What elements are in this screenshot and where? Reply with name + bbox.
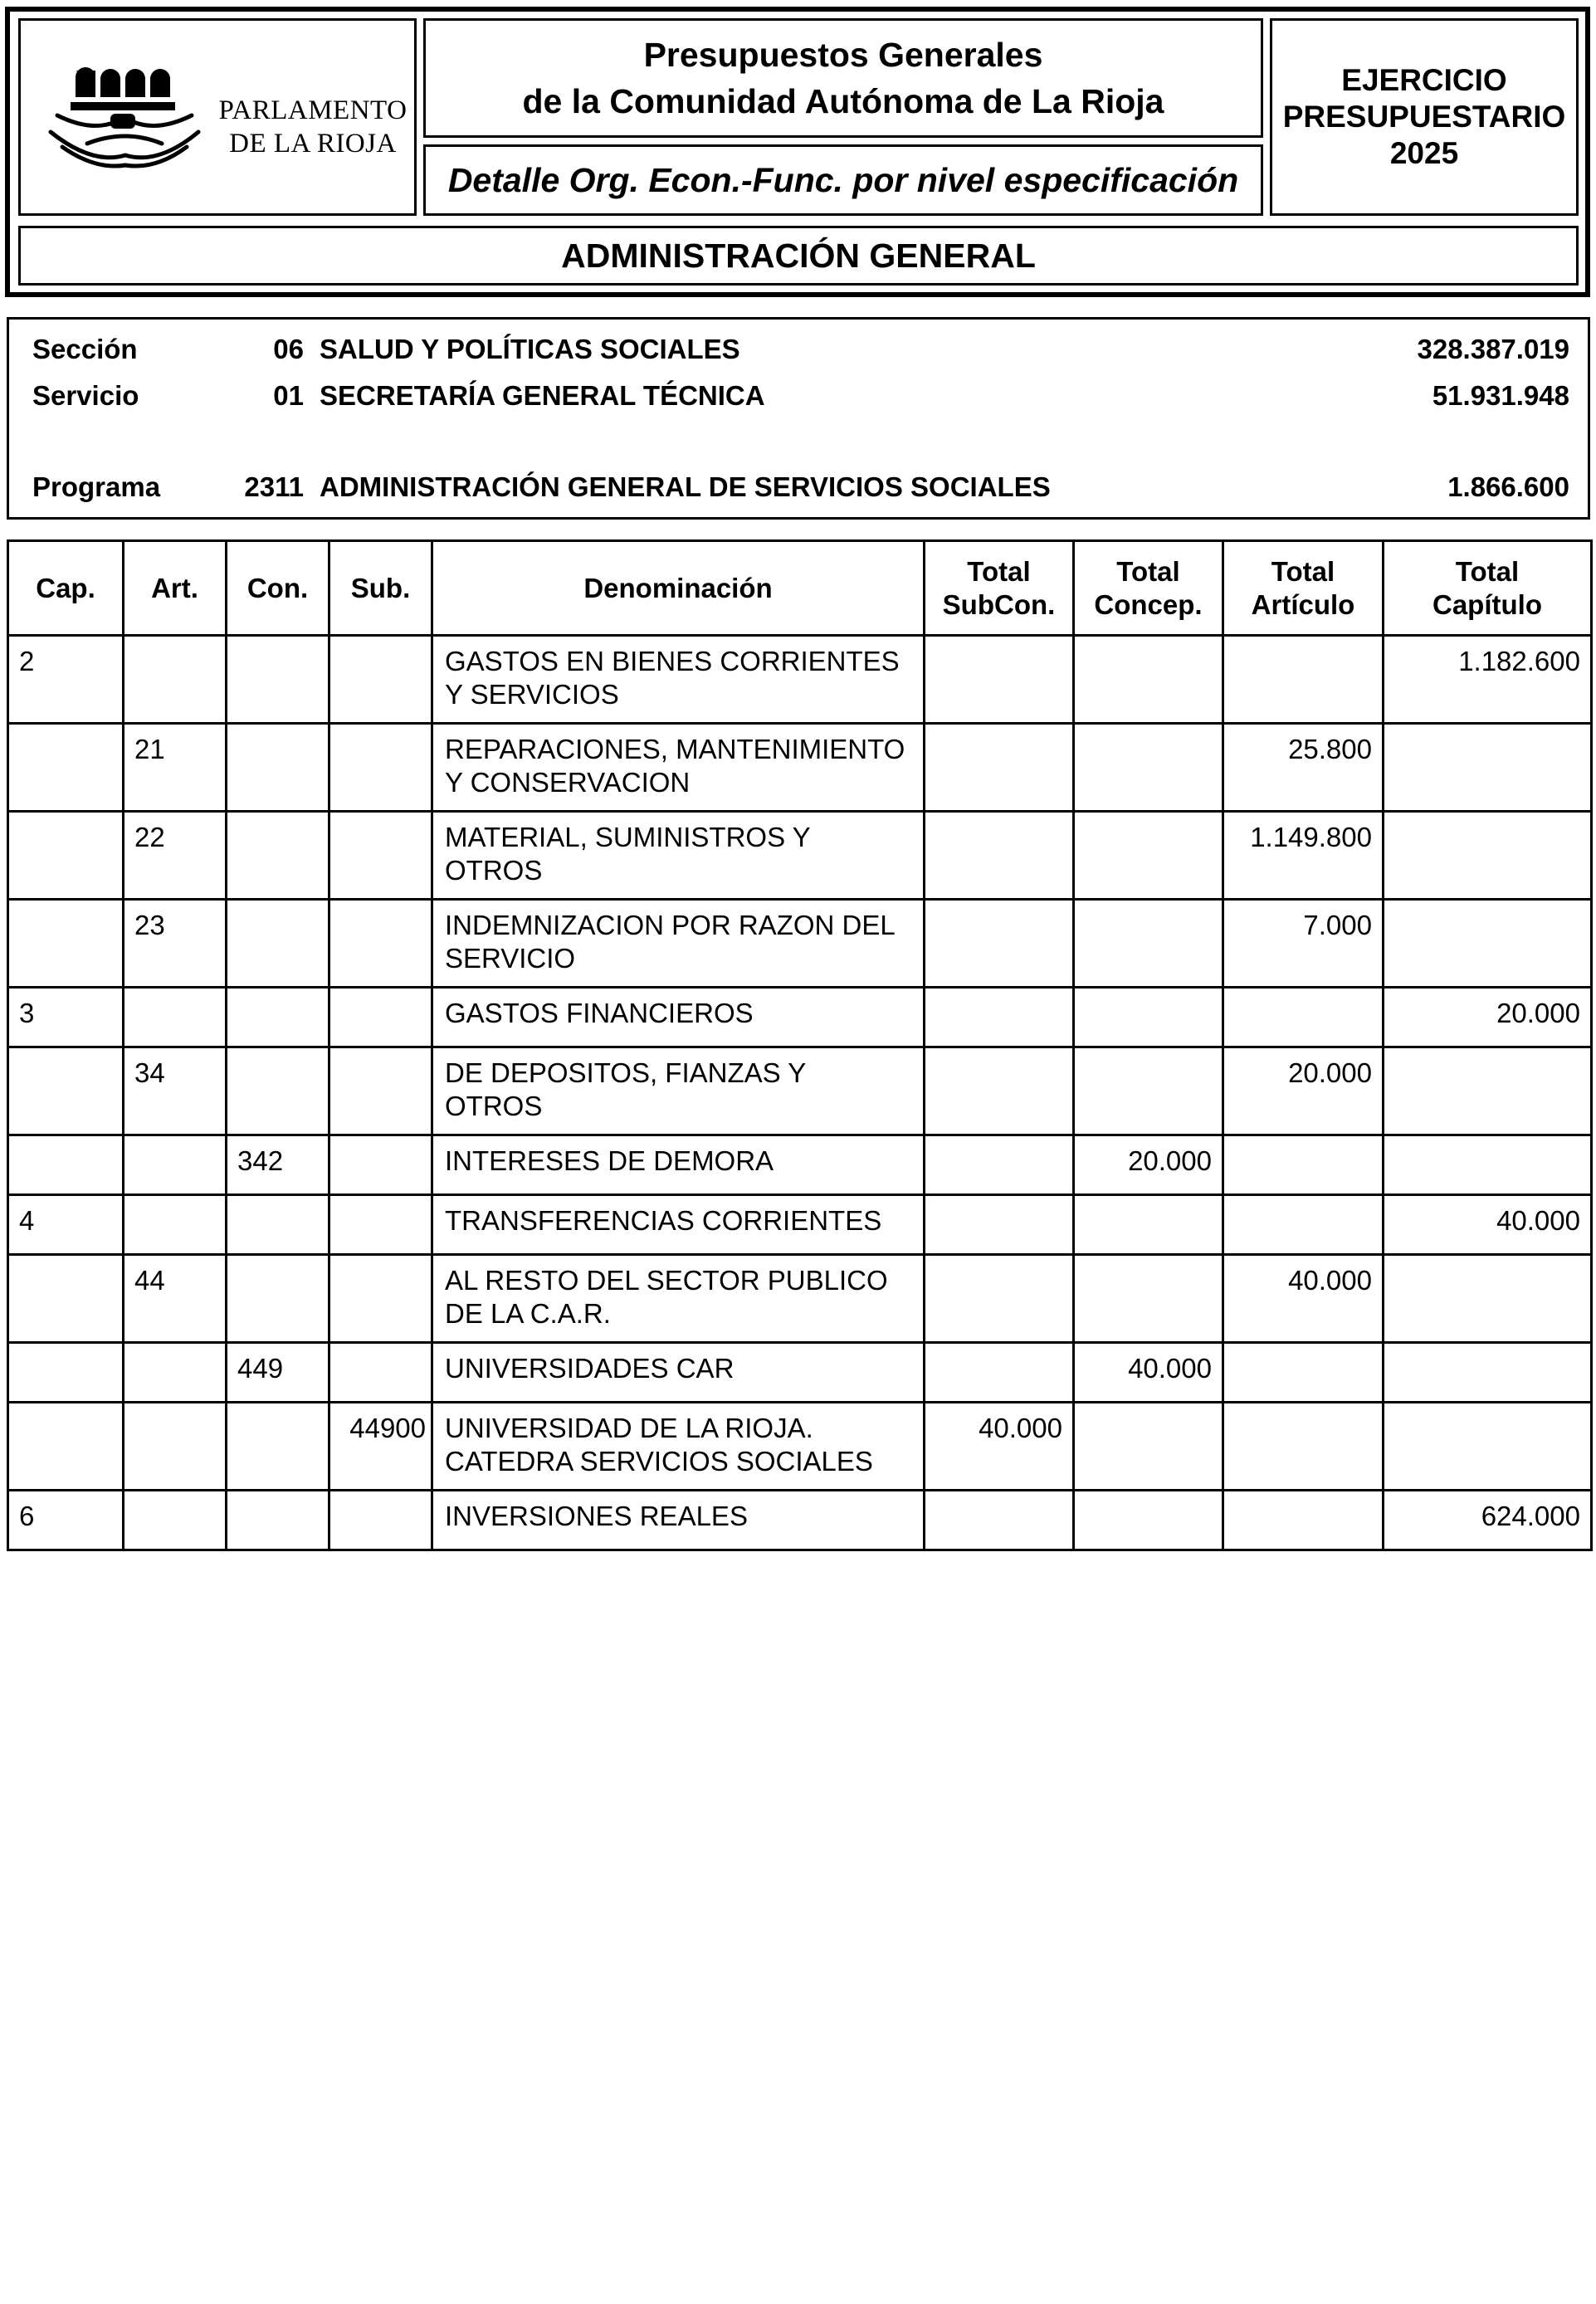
header-art: Art. [124, 541, 227, 636]
cell-con [227, 1195, 329, 1255]
subtitle-text: Detalle Org. Econ.-Func. por nivel especificación [447, 160, 1239, 199]
document-title [423, 18, 1263, 138]
cell-total-subcon [925, 812, 1074, 900]
denominacion-line2: Y CONSERVACION [445, 767, 691, 798]
header-total-concep-line1: Total [1116, 555, 1180, 587]
section-label: Sección [32, 334, 138, 364]
cell-sub [329, 724, 432, 812]
denominacion-line1: MATERIAL, SUMINISTROS Y [445, 822, 811, 852]
cell-art [124, 1135, 227, 1195]
cell-total-articulo [1223, 988, 1384, 1047]
denominacion-line1: INDEMNIZACION POR RAZON DEL [445, 910, 896, 940]
cell-con [227, 1403, 329, 1491]
cell-sub [329, 1491, 432, 1550]
cell-denominacion [432, 988, 925, 1047]
cell-cap [8, 1343, 124, 1403]
cell-cap [8, 1403, 124, 1491]
cell-cap [8, 812, 124, 900]
cell-denominacion [432, 1403, 925, 1491]
cell-total-articulo: 7.000 [1223, 900, 1384, 988]
header-total-articulo-line2: Artículo [1251, 588, 1355, 620]
cell-cap: 4 [8, 1195, 124, 1255]
denominacion-line2: Y SERVICIOS [445, 679, 619, 710]
table-row [8, 1047, 1592, 1135]
cell-total-articulo: 25.800 [1223, 724, 1384, 812]
cell-total-capitulo [1384, 724, 1592, 812]
cell-art [124, 1491, 227, 1550]
table-row [8, 988, 1592, 1047]
table-header-row [8, 541, 1592, 636]
cell-art: 34 [124, 1047, 227, 1135]
cell-total-articulo: 20.000 [1223, 1047, 1384, 1135]
cell-total-subcon [925, 636, 1074, 724]
cell-denominacion [432, 1195, 925, 1255]
denominacion-line1: DE DEPOSITOS, FIANZAS Y [445, 1057, 807, 1088]
cell-total-subcon [925, 900, 1074, 988]
cell-denominacion [432, 1491, 925, 1550]
cell-con [227, 1255, 329, 1343]
cell-sub [329, 812, 432, 900]
cell-art [124, 1403, 227, 1491]
cell-total-articulo [1223, 1343, 1384, 1403]
budget-exercise [1270, 18, 1579, 216]
cell-total-articulo [1223, 636, 1384, 724]
cell-cap: 3 [8, 988, 124, 1047]
cell-cap [8, 900, 124, 988]
program-amount: 1.866.600 [1447, 471, 1569, 502]
cell-cap [8, 1255, 124, 1343]
logo-text-line-1: PARLAMENTO [218, 95, 408, 125]
cell-cap [8, 1135, 124, 1195]
header-total-capitulo-line1: Total [1455, 555, 1520, 587]
parliament-name [212, 94, 414, 160]
cell-total-subcon [925, 1195, 1074, 1255]
administration-banner [18, 226, 1579, 286]
section-info-panel [7, 317, 1590, 520]
cell-total-capitulo: 1.182.600 [1384, 636, 1592, 724]
cell-denominacion [432, 724, 925, 812]
cell-total-subcon [925, 1047, 1074, 1135]
program-code: 2311 [244, 471, 304, 502]
service-row [9, 378, 1588, 414]
cell-total-capitulo [1384, 900, 1592, 988]
cell-art [124, 636, 227, 724]
table-row [8, 812, 1592, 900]
section-amount: 328.387.019 [1417, 334, 1569, 364]
cell-art [124, 988, 227, 1047]
cell-total-articulo [1223, 1403, 1384, 1491]
cell-total-concep [1074, 1255, 1223, 1343]
cell-total-capitulo: 40.000 [1384, 1195, 1592, 1255]
denominacion-line1: GASTOS EN BIENES CORRIENTES [445, 646, 900, 676]
cell-cap: 2 [8, 636, 124, 724]
cell-sub [329, 1047, 432, 1135]
cell-art [124, 1343, 227, 1403]
cell-con [227, 900, 329, 988]
denominacion-line2: DE LA C.A.R. [445, 1298, 611, 1329]
cell-total-capitulo: 624.000 [1384, 1491, 1592, 1550]
cell-total-subcon [925, 988, 1074, 1047]
service-amount: 51.931.948 [1432, 380, 1569, 411]
cell-total-concep [1074, 988, 1223, 1047]
cell-art [124, 1195, 227, 1255]
service-name: SECRETARÍA GENERAL TÉCNICA [320, 380, 765, 411]
table-body [8, 636, 1592, 1550]
title-line-2: de la Comunidad Autónoma de La Rioja [522, 82, 1164, 120]
cell-con [227, 1047, 329, 1135]
service-label: Servicio [32, 380, 139, 411]
cell-total-subcon [925, 1135, 1074, 1195]
header-total-subcon-line2: SubCon. [942, 588, 1056, 620]
denominacion-line1: UNIVERSIDADES CAR [445, 1353, 735, 1384]
cell-art: 44 [124, 1255, 227, 1343]
header-total-capitulo [1384, 541, 1592, 636]
table-row [8, 1491, 1592, 1550]
table-row [8, 1255, 1592, 1343]
header-denominacion: Denominación [432, 541, 925, 636]
cell-sub [329, 1343, 432, 1403]
cell-total-concep [1074, 636, 1223, 724]
cell-total-concep [1074, 1491, 1223, 1550]
cell-art: 22 [124, 812, 227, 900]
section-name: SALUD Y POLÍTICAS SOCIALES [320, 334, 740, 364]
cell-total-subcon [925, 1255, 1074, 1343]
cell-sub: 44900 [329, 1403, 432, 1491]
cell-total-concep [1074, 900, 1223, 988]
table-row [8, 1403, 1592, 1491]
table-row [8, 1343, 1592, 1403]
header-sub: Sub. [329, 541, 432, 636]
denominacion-line1: INTERESES DE DEMORA [445, 1145, 774, 1176]
cell-sub [329, 1195, 432, 1255]
cell-con: 449 [227, 1343, 329, 1403]
header-total-articulo [1223, 541, 1384, 636]
header-total-capitulo-line2: Capítulo [1432, 588, 1542, 620]
cell-denominacion [432, 1135, 925, 1195]
cell-con [227, 636, 329, 724]
cell-con [227, 1491, 329, 1550]
cell-total-subcon [925, 1343, 1074, 1403]
header-total-subcon [925, 541, 1074, 636]
program-name: ADMINISTRACIÓN GENERAL DE SERVICIOS SOCIALES [320, 471, 1051, 502]
denominacion-line2: CATEDRA SERVICIOS SOCIALES [445, 1446, 873, 1477]
cell-total-concep: 40.000 [1074, 1343, 1223, 1403]
exercise-line-2: PRESUPUESTARIO [1282, 100, 1566, 134]
cell-total-subcon [925, 1491, 1074, 1550]
cell-denominacion [432, 900, 925, 988]
header-cap: Cap. [8, 541, 124, 636]
cell-total-capitulo [1384, 1047, 1592, 1135]
budget-table [7, 539, 1593, 1551]
header-total-subcon-line1: Total [967, 555, 1031, 587]
cell-total-capitulo: 20.000 [1384, 988, 1592, 1047]
cell-denominacion [432, 1047, 925, 1135]
header-total-concep [1074, 541, 1223, 636]
cell-art: 21 [124, 724, 227, 812]
cell-sub [329, 1135, 432, 1195]
section-row [9, 331, 1588, 368]
cell-denominacion [432, 812, 925, 900]
denominacion-line1: UNIVERSIDAD DE LA RIOJA. [445, 1413, 813, 1443]
title-line-1: Presupuestos Generales [643, 36, 1043, 74]
logo-panel [18, 18, 417, 216]
program-label: Programa [32, 471, 161, 502]
cell-total-articulo: 40.000 [1223, 1255, 1384, 1343]
cell-total-articulo: 1.149.800 [1223, 812, 1384, 900]
cell-denominacion [432, 636, 925, 724]
table-row [8, 724, 1592, 812]
cell-total-subcon: 40.000 [925, 1403, 1074, 1491]
cell-art: 23 [124, 900, 227, 988]
cell-cap [8, 1047, 124, 1135]
cell-total-concep [1074, 812, 1223, 900]
cell-total-articulo [1223, 1135, 1384, 1195]
cell-sub [329, 636, 432, 724]
cell-denominacion [432, 1343, 925, 1403]
table-row [8, 1135, 1592, 1195]
cell-con [227, 812, 329, 900]
cell-con [227, 724, 329, 812]
cell-total-capitulo [1384, 812, 1592, 900]
cell-total-concep [1074, 1403, 1223, 1491]
table-row [8, 636, 1592, 724]
cell-con: 342 [227, 1135, 329, 1195]
cell-total-concep [1074, 724, 1223, 812]
denominacion-line2: OTROS [445, 1091, 543, 1121]
denominacion-line1: INVERSIONES REALES [445, 1501, 748, 1531]
cell-cap: 6 [8, 1491, 124, 1550]
header-total-concep-line2: Concep. [1094, 588, 1203, 620]
service-code: 01 [273, 380, 304, 411]
logo-text-line-2: DE LA RIOJA [229, 129, 397, 159]
cell-total-articulo [1223, 1491, 1384, 1550]
cell-total-subcon [925, 724, 1074, 812]
denominacion-line1: AL RESTO DEL SECTOR PUBLICO [445, 1265, 888, 1296]
document-subtitle [423, 144, 1263, 216]
cell-sub [329, 988, 432, 1047]
cell-cap [8, 724, 124, 812]
denominacion-line1: TRANSFERENCIAS CORRIENTES [445, 1205, 882, 1236]
cell-total-concep [1074, 1047, 1223, 1135]
cell-total-capitulo [1384, 1135, 1592, 1195]
denominacion-line2: OTROS [445, 855, 543, 886]
parliament-emblem-icon [46, 61, 203, 177]
cell-sub [329, 1255, 432, 1343]
program-row [9, 469, 1588, 505]
cell-total-concep: 20.000 [1074, 1135, 1223, 1195]
header-total-articulo-line1: Total [1271, 555, 1335, 587]
cell-sub [329, 900, 432, 988]
denominacion-line1: REPARACIONES, MANTENIMIENTO [445, 734, 905, 764]
cell-total-capitulo [1384, 1403, 1592, 1491]
table-row [8, 900, 1592, 988]
cell-total-capitulo [1384, 1255, 1592, 1343]
cell-con [227, 988, 329, 1047]
cell-total-concep [1074, 1195, 1223, 1255]
administration-title: ADMINISTRACIÓN GENERAL [561, 236, 1036, 275]
denominacion-line1: GASTOS FINANCIEROS [445, 998, 754, 1028]
table-row [8, 1195, 1592, 1255]
section-code: 06 [273, 334, 304, 364]
cell-denominacion [432, 1255, 925, 1343]
cell-total-capitulo [1384, 1343, 1592, 1403]
cell-total-articulo [1223, 1195, 1384, 1255]
exercise-year: 2025 [1389, 136, 1459, 170]
denominacion-line2: SERVICIO [445, 943, 576, 974]
header-con: Con. [227, 541, 329, 636]
exercise-line-1: EJERCICIO [1341, 63, 1507, 97]
